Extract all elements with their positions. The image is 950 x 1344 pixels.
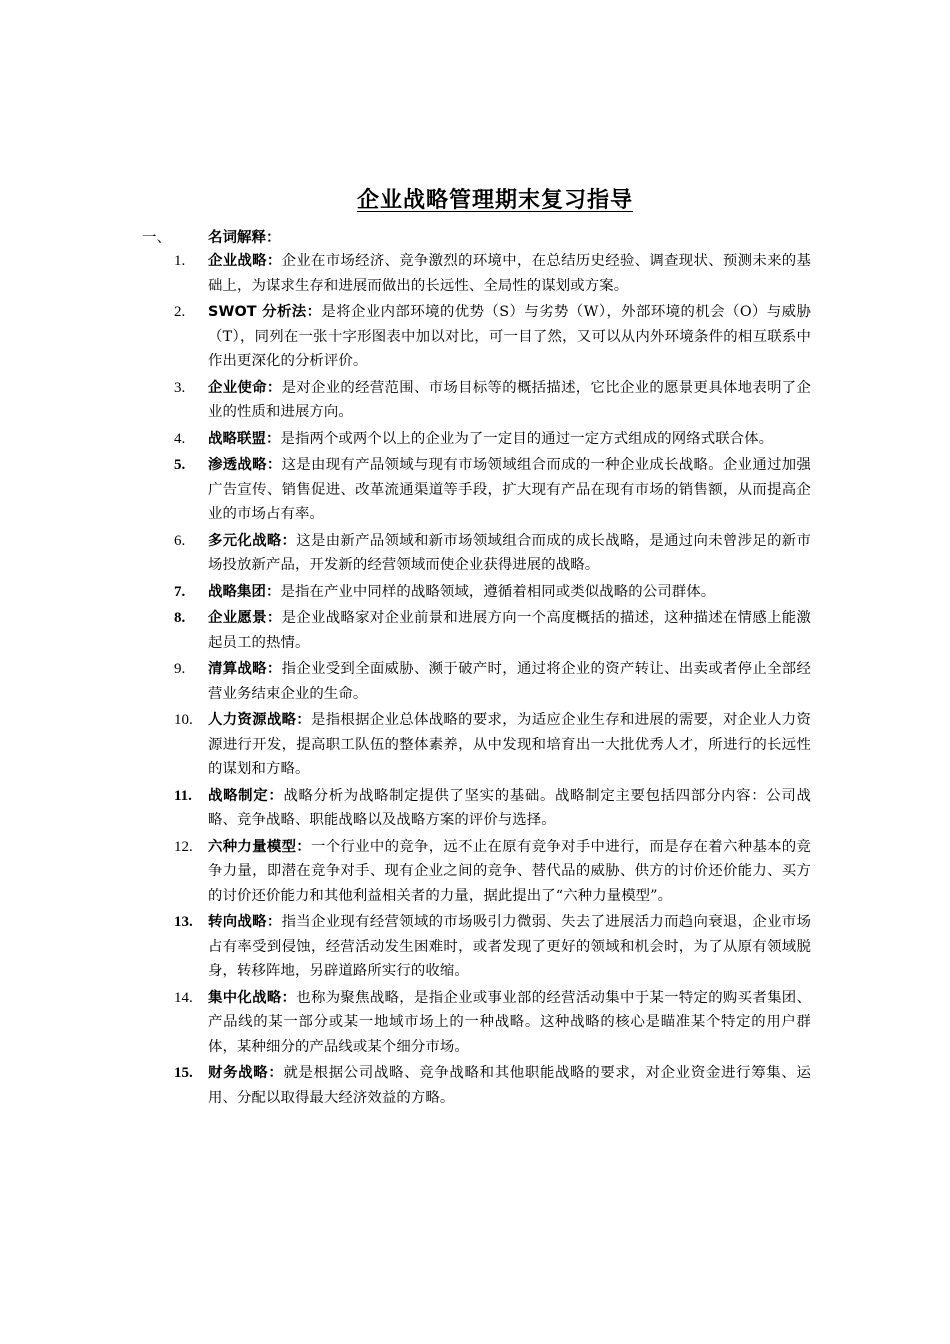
section-heading [142, 228, 281, 248]
item-term: 多元化战略： [208, 532, 297, 549]
item-definition: 企业在市场经济、竞争激烈的环境中，在总结历史经验、调查现状、预测未来的基础上，为谋求生存和进展而做出的长远性、全局性的谋划或方案。 [208, 253, 811, 294]
item-term: 集中化战略： [208, 989, 297, 1006]
item-term: 清算战略： [208, 661, 282, 677]
item-number: 10. [174, 712, 193, 728]
item-number: 2. [174, 304, 186, 320]
item-definition: 是将企业内部环境的优势（S）与劣势（W），外部环境的机会（O）与威胁（T），同列在一张十字形图表中加以对比，可一目了然，又可以从内外环境条件的相互联系中作出更深化的分析评价。 [208, 304, 811, 369]
section-label: 名词解释： [208, 230, 281, 246]
item-definition: 是企业战略家对企业前景和进展方向一个高度概括的描述，这种描述在情感上能激起员工的热情。 [208, 610, 811, 651]
item-term: 转向战略： [208, 914, 282, 930]
item-body [208, 427, 811, 452]
definition-item [0, 606, 950, 655]
item-definition: 指当企业现有经营领域的市场吸引力微弱、失去了进展活力而趋向衰退，企业市场占有率受到侵蚀，经营活动发生困难时，或者发现了更好的领域和机会时，为了从原有领域脱身，转移阵地，另辟道路所实行的收缩。 [208, 914, 811, 979]
definition-item [0, 427, 950, 452]
item-number: 12. [174, 838, 193, 855]
item-body [208, 249, 811, 298]
definition-item [0, 1061, 950, 1110]
item-body [208, 708, 811, 782]
item-body [208, 453, 811, 527]
item-number: 11. [174, 787, 192, 804]
item-definition: 这是由现有产品领域与现有市场领域组合而成的一种企业成长战略。企业通过加强广告宣传、销售促进、改革流通渠道等手段，扩大现有产品在现有市场的销售额，从而提高企业的市场占有率。 [208, 457, 811, 522]
definition-item [0, 300, 950, 374]
document-title: 企业战略管理期末复习指导 [356, 188, 633, 213]
definition-item [0, 708, 950, 782]
item-term: 企业愿景： [208, 610, 282, 626]
item-definition: 也称为聚焦战略，是指企业或事业部的经营活动集中于某一特定的购买者集团、产品线的某一部分或某一地域市场上的一种战略。这种战略的核心是瞄准某个特定的用户群体，某种细分的产品线或某个细分市场。 [208, 989, 811, 1055]
item-number: 5. [174, 457, 186, 473]
item-term: 财务战略： [208, 1065, 284, 1081]
item-term: 战略制定： [208, 787, 284, 804]
item-body [208, 606, 811, 655]
definition-item [0, 529, 950, 578]
item-body [208, 657, 811, 706]
item-number: 9. [174, 661, 186, 677]
definition-list [0, 249, 950, 1112]
item-definition: 是指两个或两个以上的企业为了一定目的通过一定方式组成的网络式联合体。 [280, 430, 774, 447]
definition-item [0, 657, 950, 706]
item-term: 人力资源战略： [208, 712, 311, 728]
item-number: 1. [174, 253, 186, 269]
definition-item [0, 580, 950, 605]
definition-item [0, 835, 950, 909]
item-body [208, 580, 811, 605]
item-number: 13. [174, 914, 193, 930]
item-definition: 是指在产业中同样的战略领域，遵循着相同或类似战略的公司群体。 [280, 583, 716, 600]
item-number: 14. [174, 989, 193, 1006]
item-number: 4. [174, 430, 186, 447]
definition-item [0, 249, 950, 298]
item-body [208, 300, 811, 374]
item-term: 六种力量模型： [208, 838, 311, 855]
definition-item [0, 986, 950, 1060]
item-number: 7. [174, 583, 186, 600]
item-number: 3. [174, 379, 186, 396]
item-body [208, 910, 811, 984]
item-definition: 一个行业中的竞争，远不止在原有竞争对手中进行，而是存在着六种基本的竞争力量，即潜在竞争对手、现有企业之间的竞争、替代品的威胁、供方的讨价还价能力、买方的讨价还价能力和其他利益相关者的力量，据此提出了“六种力量模型”。 [208, 838, 812, 904]
definition-item [0, 910, 950, 984]
definition-item [0, 376, 950, 425]
item-term: SWOT 分析法： [208, 304, 322, 320]
item-term: 渗透战略： [208, 457, 282, 473]
item-body [208, 835, 811, 909]
item-body [208, 986, 811, 1060]
item-body [208, 1061, 811, 1110]
item-definition: 是指根据企业总体战略的要求，为适应企业生存和进展的需要，对企业人力资源进行开发，提高职工队伍的整体素养，从中发现和培育出一大批优秀人才，所进行的长远性的谋划和方略。 [208, 712, 812, 777]
item-term: 战略联盟： [208, 430, 281, 447]
definition-item [0, 453, 950, 527]
item-term: 战略集团： [208, 583, 281, 600]
item-definition: 就是根据公司战略、竞争战略和其他职能战略的要求，对企业资金进行筹集、运用、分配以取得最大经济效益的方略。 [208, 1065, 811, 1106]
section-number: 一、 [142, 230, 171, 246]
definition-item [0, 784, 950, 833]
item-term: 企业战略： [208, 253, 282, 269]
item-definition: 指企业受到全面威胁、濒于破产时，通过将企业的资产转让、出卖或者停止全部经营业务结束企业的生命。 [208, 661, 811, 702]
item-term: 企业使命： [208, 379, 282, 396]
item-definition: 战略分析为战略制定提供了坚实的基础。战略制定主要包括四部分内容：公司战略、竞争战略、职能战略以及战略方案的评价与选择。 [208, 787, 811, 828]
item-definition: 是对企业的经营范围、市场目标等的概括描述，它比企业的愿景更具体地表明了企业的性质和进展方向。 [208, 379, 811, 420]
item-number: 6. [174, 532, 186, 549]
item-body [208, 784, 811, 833]
item-body [208, 529, 811, 578]
item-number: 8. [174, 610, 186, 626]
item-number: 15. [174, 1065, 193, 1081]
item-definition: 这是由新产品领域和新市场领域组合而成的成长战略，是通过向未曾涉足的新市场投放新产品，开发新的经营领域而使企业获得进展的战略。 [208, 532, 811, 573]
item-body [208, 376, 811, 425]
